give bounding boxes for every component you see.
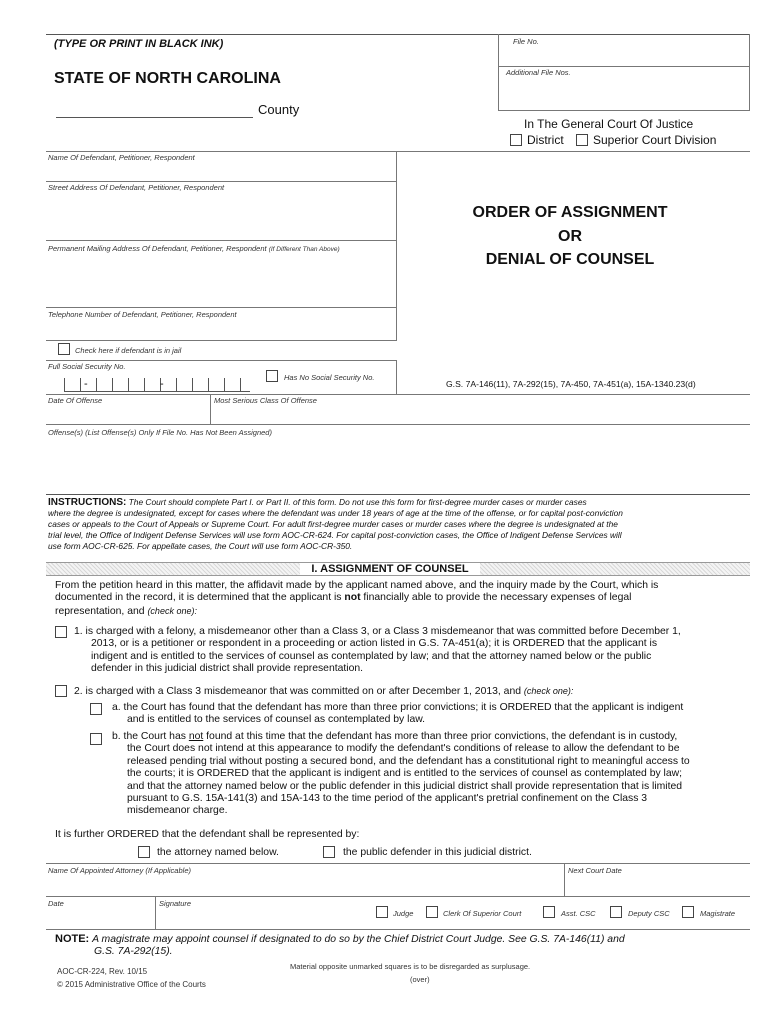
date-offense-label: Date Of Offense xyxy=(48,396,103,405)
instructions-line-4: trial level, the Office of Indigent Defense Services will use form AOC-CR-624. For capital post-conviction cases, the Office of Indigent Defense Services will xyxy=(48,530,622,540)
form-number: AOC-CR-224, Rev. 10/15 xyxy=(57,967,148,976)
form-title-line2: OR xyxy=(558,228,582,245)
instructions-heading: INSTRUCTIONS: xyxy=(48,497,127,508)
ssn-label: Full Social Security No. xyxy=(48,362,126,371)
option-1-line-2: 2013, or is a petitioner or respondent in a proceeding or action listed in G.S. 7A-451(a); it is ORDERED that the applicant is xyxy=(91,638,658,650)
judge-checkbox[interactable] xyxy=(376,906,388,918)
option-2-check-one: (check one): xyxy=(523,686,574,696)
magistrate-label: Magistrate xyxy=(700,909,736,918)
option-1-text xyxy=(74,626,681,676)
clerk-checkbox[interactable] xyxy=(426,906,438,918)
offenses-label: Offense(s) (List Offense(s) Only If File No. Has Not Been Assigned) xyxy=(48,428,272,437)
instructions-line-5: use form AOC-CR-625. For appellate cases, the Court will use form AOC-CR-350. xyxy=(48,541,353,551)
jail-checkbox-label: Check here if defendant is in jail xyxy=(75,346,182,355)
deputy-csc-checkbox[interactable] xyxy=(610,906,622,918)
superior-label: Superior Court Division xyxy=(593,133,717,147)
defendant-name-label: Name Of Defendant, Petitioner, Respondent xyxy=(48,153,195,162)
additional-file-nos-label: Additional File Nos. xyxy=(506,68,571,77)
state-heading: STATE OF NORTH CAROLINA xyxy=(54,70,281,87)
court-heading: In The General Court Of Justice xyxy=(524,117,694,131)
instructions-line-2: where the degree is undesignated, except for cases where the defendant was under 18 years of age at the time of the offense, or for capital post-conviction xyxy=(48,508,623,518)
part1-intro-line-1: From the petition heard in this matter, the affidavit made by the applicant named above, and the inquiry made by the Court, which is xyxy=(55,580,659,591)
option-2a-line-2: and is entitled to the services of counsel as contemplated by law. xyxy=(127,714,426,726)
surplusage-note: Material opposite unmarked squares is to be disregarded as surplusage. xyxy=(290,962,531,971)
option-2b-line-6: pursuant to G.S. 15A-141(3) and 15A-143 to the time period of the applicant's pretrial confinement on the Class 3 xyxy=(127,793,648,805)
part1-check-one: (check one): xyxy=(147,605,197,616)
option-2b-line-7: misdemeanor charge. xyxy=(127,805,228,817)
option-2-text xyxy=(74,685,573,698)
public-defender-checkbox[interactable] xyxy=(323,846,335,858)
option-2a-checkbox[interactable] xyxy=(90,703,102,715)
serious-class-label: Most Serious Class Of Offense xyxy=(214,396,317,405)
telephone-label: Telephone Number of Defendant, Petitioner, Respondent xyxy=(48,310,237,319)
note-heading: NOTE: xyxy=(55,933,90,945)
district-checkbox[interactable] xyxy=(510,134,522,146)
option-2a-text xyxy=(112,702,683,727)
magistrate-checkbox[interactable] xyxy=(682,906,694,918)
option-2b-line-1c: found at this time that the defendant has more than three prior convictions, the defendant is in custody, xyxy=(203,731,678,742)
option-2b-line-2: the Court does not intend at this appearance to modify the defendant's conditions of release to allow the defendant to be xyxy=(127,743,680,755)
county-field[interactable] xyxy=(56,117,253,118)
signature-label: Signature xyxy=(159,899,192,908)
no-ssn-checkbox[interactable] xyxy=(266,370,278,382)
asst-csc-checkbox[interactable] xyxy=(543,906,555,918)
over-note: (over) xyxy=(410,975,430,984)
option-2a-line-1: a. the Court has found that the defendant has more than three prior convictions; it is ORDERED that the applicant is indigent xyxy=(112,702,684,713)
part1-heading: I. ASSIGNMENT OF COUNSEL xyxy=(300,563,480,575)
part1-intro-line-2c: financially able to provide the necessary expenses of legal xyxy=(360,592,632,604)
form-title-line1: ORDER OF ASSIGNMENT xyxy=(472,204,668,221)
option-2b-checkbox[interactable] xyxy=(90,733,102,745)
part1-intro-not: not xyxy=(344,592,361,604)
clerk-label: Clerk Of Superior Court xyxy=(443,909,522,918)
note xyxy=(55,933,625,959)
option-2b-line-4: the courts; it is ORDERED that the applicant is indigent and is entitled to the services of counsel as contemplated by law; xyxy=(127,768,683,780)
option-2b-line-3: released pending trial without posting a secured bond, and the defendant has a constitutional right to meaningful access to xyxy=(127,755,690,767)
copyright: © 2015 Administrative Office of the Courts xyxy=(57,980,206,989)
part1-intro xyxy=(55,580,745,618)
street-address-label: Street Address Of Defendant, Petitioner, Respondent xyxy=(48,183,225,192)
deputy-csc-label: Deputy CSC xyxy=(628,909,670,918)
part1-intro-line-2a: documented in the record, it is determined that the applicant is xyxy=(55,592,345,604)
option-2-line: 2. is charged with a Class 3 misdemeanor that was committed on or after December 1, 2013, and xyxy=(74,686,524,697)
attorney-name-label: Name Of Appointed Attorney (If Applicable) xyxy=(48,866,191,875)
option-2b-not: not xyxy=(188,731,204,742)
instructions-line-3: cases or appeals to the Court of Appeals or Supreme Court. For adult first-degree murder cases or murder cases where the degree is undesignated at the xyxy=(48,519,618,529)
attorney-checkbox[interactable] xyxy=(138,846,150,858)
no-ssn-label: Has No Social Security No. xyxy=(284,373,375,382)
attorney-label: the attorney named below. xyxy=(157,847,279,858)
mailing-address-label xyxy=(48,244,340,253)
option-1-checkbox[interactable] xyxy=(55,626,67,638)
option-2b-text xyxy=(112,731,690,818)
option-1-line-1: 1. is charged with a felony, a misdemeanor other than a Class 3, or a Class 3 misdemeanor that was committed before December 1, xyxy=(74,626,681,637)
ink-instruction: (TYPE OR PRINT IN BLACK INK) xyxy=(54,38,224,50)
instructions-line-1: The Court should complete Part I. or Part II. of this form. Do not use this form for first-degree murder cases or murder cases xyxy=(128,497,587,507)
district-label: District xyxy=(527,133,564,147)
county-label: County xyxy=(258,102,300,117)
date-label: Date xyxy=(48,899,64,908)
jail-checkbox[interactable] xyxy=(58,343,70,355)
public-defender-label: the public defender in this judicial district. xyxy=(343,847,532,858)
statutes-citation: G.S. 7A-146(11), 7A-292(15), 7A-450, 7A-451(a), 15A-1340.23(d) xyxy=(446,379,696,389)
part1-intro-line-3: representation, and xyxy=(55,605,148,617)
note-line-2: G.S. 7A-292(15). xyxy=(94,946,173,958)
option-1-line-3: indigent and is entitled to the services of counsel as contemplated by law; and that the attorney named below or the public xyxy=(91,650,652,662)
superior-checkbox[interactable] xyxy=(576,134,588,146)
option-2b-line-1a: b. the Court has xyxy=(112,731,189,742)
option-1-line-4: defender in this judicial district shall provide representation. xyxy=(91,663,364,675)
asst-csc-label: Asst. CSC xyxy=(561,909,596,918)
note-line-1: A magistrate may appoint counsel if designated to do so by the Chief District Court Judge. See G.S. 7A-146(11) and xyxy=(92,934,625,945)
mailing-address-note: (If Different Than Above) xyxy=(268,246,340,253)
file-no-label: File No. xyxy=(513,37,539,46)
mailing-address-text: Permanent Mailing Address Of Defendant, Petitioner, Respondent xyxy=(48,244,267,253)
option-2b-line-5: and that the attorney named below or the public defender in this judicial district shall provide representation that is limited xyxy=(127,780,683,792)
instructions xyxy=(48,497,750,552)
judge-label: Judge xyxy=(393,909,414,918)
next-court-date-label: Next Court Date xyxy=(568,866,622,875)
further-ordered: It is further ORDERED that the defendant shall be represented by: xyxy=(55,829,360,840)
form-title-line3: DENIAL OF COUNSEL xyxy=(485,251,655,268)
option-2-checkbox[interactable] xyxy=(55,685,67,697)
